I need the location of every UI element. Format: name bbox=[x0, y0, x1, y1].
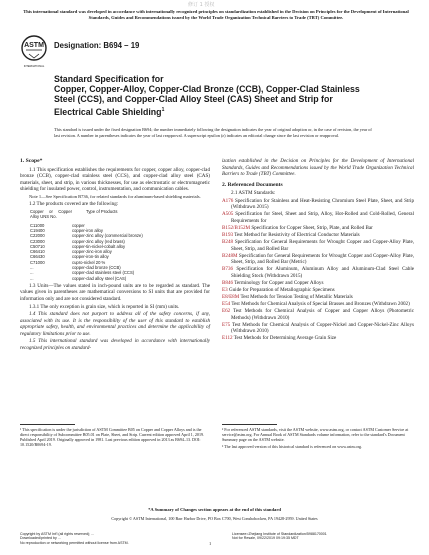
table-cell-type: copper-zinc alloy (red brass) bbox=[72, 238, 125, 244]
reference-link[interactable]: B152/B152M bbox=[222, 224, 251, 231]
table-cell-uns: C71000 bbox=[30, 259, 45, 265]
title-main-text: Copper, Copper-Alloy, Copper-Clad Bronze (CCB), Copper-Clad Stainless Steel (CCS), and Copper-Clad Alloy Steel (CAS) Sheet and Strip for Electrical Cable Shielding bbox=[54, 84, 360, 117]
table-cell-type: copper-tin-nickel-cobalt alloy bbox=[72, 243, 126, 249]
reference-title: Guide for Preparation of Metallographic Specimens bbox=[228, 286, 335, 293]
scope-heading: 1. Scope* bbox=[20, 158, 43, 164]
svg-text:ASTM: ASTM bbox=[24, 42, 44, 49]
table-cell-uns: ... bbox=[30, 265, 34, 271]
table-cell-uns: C66410 bbox=[30, 249, 45, 255]
reference-link[interactable]: B248M bbox=[222, 252, 238, 259]
reference-item bbox=[222, 294, 414, 301]
license-footer bbox=[20, 532, 412, 545]
reference-link[interactable]: B193 bbox=[222, 231, 234, 238]
top-note: This international standard was developed in accordance with internationally recognized principles on standardization established in the Decision on Principles for the Development of International Standards, Guides and Recommendations issued by the World Trade Organization Technical Barriers to Trade (TBT) Committee. bbox=[23, 9, 409, 20]
footnote-divider-right bbox=[222, 424, 277, 425]
paragraph-1-1: 1.1 This specification establishes the requirements for copper, copper alloy, copper-clad bronze (CCB), copper-clad stainless steel (CCS), and copper-clad alloy steel (CAS) materials, sheet, and strip, in various thicknesses, for use as electrostatic or electromagnetic shielding for insulated power, control, instrumentation, and communication cables. bbox=[20, 166, 210, 193]
table-cell-type: cupro-nickel 20 % bbox=[72, 259, 106, 265]
copyright-line: Copyright © ASTM International, 100 Barr Harbor Drive, PO Box C700, West Conshohocken, PA 19428-2959. United States bbox=[111, 516, 318, 521]
reference-title: Test Methods for Chemical Analysis of Copper-Nickel and Copper-Nickel-Zinc Alloys (Withdrawn 2010) bbox=[231, 321, 414, 335]
reference-title: Specification for Steel, Sheet and Strip, Alloy, Hot-Rolled and Cold-Rolled, General Requirements for bbox=[231, 211, 414, 224]
table-header-uns: Copper or Copper Alloy UNS No. bbox=[30, 209, 72, 220]
note-1: Note 1—See Specification B736, for related standards for aluminum-based shielding materials. bbox=[29, 193, 201, 199]
referenced-documents-heading: 2. Referenced Documents bbox=[222, 181, 283, 188]
reference-item bbox=[222, 308, 414, 321]
license-footer-right: Licensee=Zhejiang Institute of Standardization/5988170001 Not for Resale, 09/22/2019 09:19:35 MDT bbox=[232, 532, 327, 541]
reference-item bbox=[222, 301, 414, 308]
paragraph-1-2: 1.2 The products covered are the following: bbox=[29, 200, 119, 207]
reference-item bbox=[222, 335, 414, 342]
table-cell-type: copper-clad bronze (CCB) bbox=[72, 265, 121, 271]
left-column bbox=[20, 158, 210, 352]
reference-item bbox=[222, 239, 414, 252]
reference-link[interactable]: E54 bbox=[222, 300, 231, 307]
page-number: 1 bbox=[209, 541, 212, 546]
table-cell-uns: ... bbox=[30, 275, 34, 281]
reference-item bbox=[222, 225, 414, 232]
paragraph-continued: ization established in the Decision on Principles for the Development of International Standards, Guides and Recommendations issued by the World Trade Organization Technical Barriers to Trade (TBT) Committee. bbox=[222, 158, 414, 178]
footnote-left: ¹ This specification is under the jurisdiction of ASTM Committee B05 on Copper and Copper Alloys and is the direct responsibility of Subcommittee B05.01 on Plate, Sheet, and Strip. Current edition approved April 1, 2019. Published April 2019. Originally approved in 1981. Last previous edition approved in 2013 as B694–13. DOI: 10.1520/B0694-19. bbox=[20, 427, 205, 448]
right-column bbox=[222, 158, 414, 342]
reference-link[interactable]: B846 bbox=[222, 279, 234, 286]
table-header bbox=[30, 209, 210, 220]
footnote-2: ² For referenced ASTM standards, visit the ASTM website, www.astm.org, or contact ASTM Customer Service at service@astm.org. For Annual Book of ASTM Standards volume information, refer to the standard's Document Summary page on the ASTM website. bbox=[222, 427, 409, 443]
table-cell-uns: C66430 bbox=[30, 254, 45, 260]
table-cell-uns: C50710 bbox=[30, 243, 45, 249]
paragraph-1-3: 1.3 Units—The values stated in inch-pound units are to be regarded as standard. The values given in parentheses are mathematical conversions to SI units that are provided for information only and are not considered standard. bbox=[20, 282, 210, 303]
table-cell-type: copper-iron alloy bbox=[72, 227, 103, 233]
table-cell-type: copper-clad alloy steel (CAS) bbox=[72, 275, 127, 281]
reference-item bbox=[222, 198, 414, 211]
license-footer-left: Copyright by ASTM Int'l (all rights reserved); ... Downloaded/printed by ... No reproduction or networking permitted without license from ASTM. bbox=[20, 532, 129, 545]
reference-title: Test Methods for Tension Testing of Metallic Materials bbox=[240, 293, 353, 300]
reference-title: Specification for Copper Sheet, Strip, Plate, and Rolled Bar bbox=[251, 224, 373, 231]
reference-link[interactable]: B736 bbox=[222, 266, 234, 273]
table-cell-type: copper-iron-tin alloy bbox=[72, 254, 109, 260]
reference-link[interactable]: E3 bbox=[222, 286, 228, 293]
table-cell-uns: ... bbox=[30, 270, 34, 276]
designation: Designation: B694 – 19 bbox=[54, 41, 140, 50]
reference-item bbox=[222, 287, 414, 294]
reference-title: Specification for General Requirements for Wrought Copper and Copper-Alloy Plate, Sheet, Strip, and Rolled Bar (Metric) bbox=[231, 252, 414, 266]
reference-item bbox=[222, 253, 414, 266]
table-header-type: Type of Products bbox=[86, 209, 118, 215]
title-block bbox=[54, 74, 374, 117]
reference-link[interactable]: E62 bbox=[222, 307, 231, 314]
watermark-text: 修订 1 授权 bbox=[188, 2, 215, 8]
table-row bbox=[30, 276, 210, 281]
paragraph-1-4: 1.4 This standard does not purport to address all of the safety concerns, if any, associated with its use. It is the responsibility of the user of this standard to establish appropriate safety, health, and environmental practices and determine the applicability of regulatory limitations prior to use. bbox=[20, 311, 210, 337]
reference-title: Terminology for Copper and Copper Alloys bbox=[234, 279, 324, 286]
table-cell-uns: C11000 bbox=[30, 222, 45, 228]
table-cell-type: copper-zinc-iron alloy bbox=[72, 249, 112, 255]
table-cell-type: copper bbox=[72, 222, 85, 228]
table-cell-type: copper-zinc alloy (commercial bronze) bbox=[72, 233, 143, 239]
footnote-3: ³ The last approved version of this historical standard is referenced on www.astm.org. bbox=[222, 444, 363, 450]
svg-text:INTERNATIONAL: INTERNATIONAL bbox=[23, 65, 45, 68]
title-prefix: Standard Specification for bbox=[54, 74, 164, 84]
reference-item bbox=[222, 280, 414, 287]
products-table bbox=[30, 209, 210, 281]
reference-link[interactable]: B248 bbox=[222, 239, 234, 246]
reference-link[interactable]: E112 bbox=[222, 335, 233, 342]
summary-of-changes-note: *A Summary of Changes section appears at the end of this standard bbox=[148, 507, 281, 512]
reference-item bbox=[222, 232, 414, 239]
reference-link[interactable]: E8/E8M bbox=[222, 293, 240, 300]
footnote-divider-left bbox=[20, 424, 75, 425]
paragraph-1-3-1: 1.3.1 The only exception is grain size, which is reported in SI (mm) units. bbox=[29, 303, 180, 310]
reference-title: Specification for General Requirements for Wrought Copper and Copper-Alloy Plate, Sheet, Strip, and Rolled Bar bbox=[231, 239, 414, 252]
table-cell-uns: C22000 bbox=[30, 233, 45, 239]
reference-title: Specification for Stainless and Heat-Resisting Chromium Steel Plate, Sheet, and Strip (Withdrawn 2015) bbox=[231, 197, 414, 211]
title-footnote-mark: 1 bbox=[161, 106, 165, 113]
footnote-right bbox=[222, 427, 414, 449]
reference-item bbox=[222, 266, 414, 279]
reference-item bbox=[222, 322, 414, 335]
table-cell-uns: C19400 bbox=[30, 227, 45, 233]
reference-title: Test Methods for Chemical Analysis of Special Brasses and Bronzes (Withdrawn 2002) bbox=[231, 300, 410, 307]
reference-link[interactable]: A176 bbox=[222, 197, 234, 204]
standard-note: This standard is issued under the fixed designation B694; the number immediately following the designation indicates the year of original adoption or, in the case of revision, the year of last revision. A number in parentheses indicates the year of last reapproval. A superscript epsilon (ε) indicates an editorial change since the last revision or reapproval. bbox=[54, 127, 372, 138]
reference-title: Test Methods for Determining Average Grain Size bbox=[233, 335, 337, 342]
reference-title: Test Methods for Chemical Analysis of Copper and Copper Alloys (Photometric Methods) (Withdrawn 2010) bbox=[231, 307, 414, 321]
table-cell-type: copper-clad stainless steel (CCS) bbox=[72, 270, 135, 276]
reference-link[interactable]: A505 bbox=[222, 211, 234, 218]
reference-title: Specification for Aluminum, Aluminum Alloy and Aluminum-Clad Steel Cable Shielding Stock (Withdrawn 2015) bbox=[231, 266, 414, 279]
reference-title: Test Method for Resistivity of Electrical Conductor Materials bbox=[234, 231, 360, 238]
paragraph-2-1: 2.1 ASTM Standards: bbox=[231, 190, 276, 197]
astm-logo-icon bbox=[20, 34, 48, 74]
reference-link[interactable]: E75 bbox=[222, 321, 231, 328]
title-text bbox=[54, 84, 374, 117]
reference-item bbox=[222, 211, 414, 224]
paragraph-1-5: 1.5 This international standard was developed in accordance with internationally recognized principles on standard- bbox=[20, 338, 210, 351]
table-cell-uns: C23000 bbox=[30, 238, 45, 244]
